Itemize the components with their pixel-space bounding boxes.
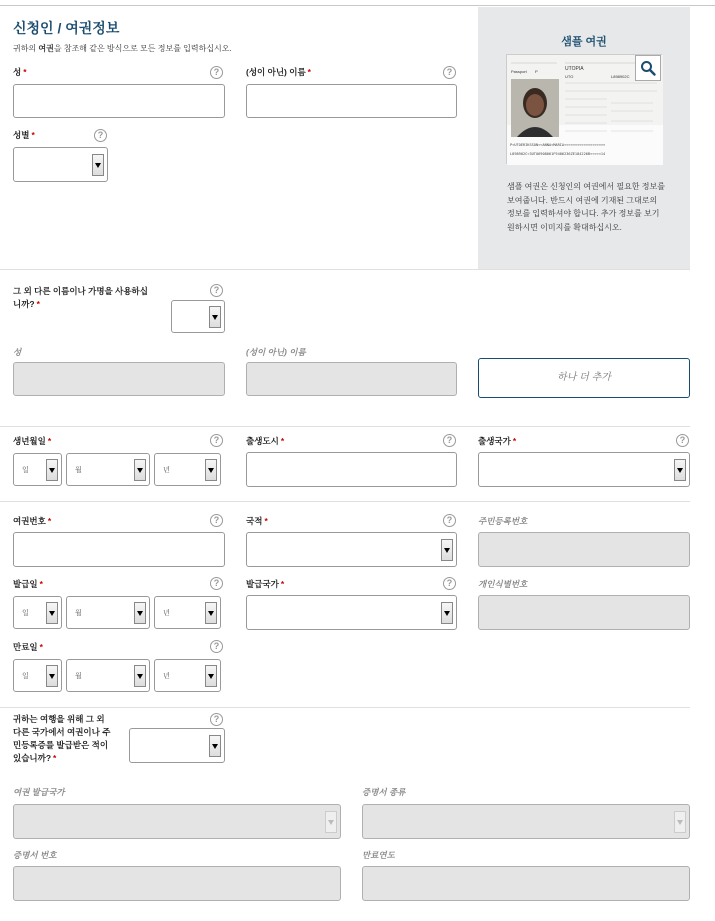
- sample-passport-image[interactable]: [506, 54, 662, 164]
- sample-passport-panel: [478, 7, 690, 269]
- intro-text: 귀하의 여권을 참조해 같은 방식으로 모든 정보를 입력하십시오.: [13, 44, 232, 53]
- national-id-label: 주민등록번호: [478, 516, 528, 526]
- given-name-help-icon[interactable]: ?: [443, 66, 456, 79]
- magnifier-icon: [636, 56, 660, 80]
- section-divider: [0, 426, 690, 427]
- chevron-down-icon: [209, 735, 221, 757]
- birth-country-help-icon[interactable]: ?: [676, 434, 689, 447]
- nationality-help-icon[interactable]: ?: [443, 514, 456, 527]
- birth-country-label: 출생국가 *: [478, 436, 517, 446]
- birth-country-select[interactable]: [478, 452, 690, 487]
- expiry-day-select[interactable]: 일: [13, 659, 62, 692]
- sample-description: 샘플 여권은 신청인의 여권에서 필요한 정보를 보여줍니다. 반드시 여권에 기재된 그대로의 정보를 입력하셔야 합니다. 추가 정보를 보기 원하시면 이미지를 확대하십시오.: [507, 182, 665, 232]
- birth-city-input[interactable]: [246, 452, 457, 487]
- other-surname-label: 성: [13, 347, 22, 357]
- chevron-down-icon: [46, 665, 58, 687]
- chevron-down-icon: [674, 811, 686, 833]
- passport-country: UTOPIA: [565, 66, 584, 72]
- passport-word: Passport: [511, 69, 527, 74]
- birth-date-label: 생년월일 *: [13, 436, 52, 446]
- personal-id-label: 개인식별번호: [478, 579, 528, 589]
- other-names-help-icon[interactable]: ?: [210, 284, 223, 297]
- nationality-label: 국적 *: [246, 516, 268, 526]
- passport-mrz-line1: P<UTOERIKSSON<<ANNA<MARIA<<<<<<<<<<<<<<<<<<<: [510, 143, 606, 147]
- passport-issue-country-select[interactable]: [13, 804, 341, 839]
- chevron-down-icon: [46, 459, 58, 481]
- birth-day-select[interactable]: 일: [13, 453, 62, 486]
- issue-year-select[interactable]: 년: [154, 596, 221, 629]
- expiry-year-select[interactable]: 년: [154, 659, 221, 692]
- expiry-date-help-icon[interactable]: ?: [210, 640, 223, 653]
- sample-title: 샘플 여권: [561, 36, 607, 48]
- chevron-down-icon: [441, 602, 453, 624]
- passport-issue-country-label: 여권 발급국가: [13, 787, 65, 797]
- birth-date-help-icon[interactable]: ?: [210, 434, 223, 447]
- issue-country-select[interactable]: [246, 595, 457, 630]
- other-names-select[interactable]: [171, 300, 225, 333]
- birth-city-label: 출생도시 *: [246, 436, 285, 446]
- chevron-down-icon: [205, 459, 217, 481]
- other-surname-input[interactable]: [13, 362, 225, 396]
- add-more-button[interactable]: 하나 더 추가: [478, 358, 690, 398]
- passport-mrz-line2: L898902C<3UTO6908061F9406236ZE184226B<<<<<14: [510, 152, 606, 156]
- other-country-select[interactable]: [129, 728, 225, 763]
- issue-day-select[interactable]: 일: [13, 596, 62, 629]
- passport-number-label: 여권번호 *: [13, 516, 52, 526]
- document-type-label: 증명서 종류: [362, 787, 406, 797]
- chevron-down-icon: [209, 306, 221, 328]
- document-type-select[interactable]: [362, 804, 690, 839]
- birth-city-help-icon[interactable]: ?: [443, 434, 456, 447]
- chevron-down-icon: [134, 459, 146, 481]
- other-given-name-label: (성이 아닌) 이름: [246, 347, 306, 357]
- issue-country-label: 발급국가 *: [246, 579, 285, 589]
- document-number-label: 증명서 번호: [13, 850, 57, 860]
- chevron-down-icon: [92, 154, 104, 176]
- birth-year-select[interactable]: 년: [154, 453, 221, 486]
- expiry-date-label: 만료일 *: [13, 642, 43, 652]
- given-name-label: (성이 아닌) 이름 *: [246, 67, 311, 77]
- passport-type: P: [535, 69, 538, 74]
- personal-id-input[interactable]: [478, 595, 690, 630]
- issue-month-select[interactable]: 월: [66, 596, 150, 629]
- chevron-down-icon: [674, 459, 686, 481]
- top-divider: [0, 5, 715, 6]
- issue-date-label: 발급일 *: [13, 579, 43, 589]
- surname-help-icon[interactable]: ?: [210, 66, 223, 79]
- page-title: 신청인 / 여권정보: [13, 20, 120, 36]
- sex-label: 성별 *: [13, 130, 35, 140]
- zoom-button[interactable]: [635, 55, 661, 81]
- section-divider: [0, 269, 690, 270]
- other-names-label: 그 외 다른 이름이나 가명을 사용하십니까? *: [13, 286, 148, 309]
- section-divider: [0, 707, 690, 708]
- issue-date-help-icon[interactable]: ?: [210, 577, 223, 590]
- expiry-year-input[interactable]: [362, 866, 690, 901]
- passport-number-help-icon[interactable]: ?: [210, 514, 223, 527]
- expiry-year-label: 만료연도: [362, 850, 395, 860]
- chevron-down-icon: [134, 602, 146, 624]
- chevron-down-icon: [325, 811, 337, 833]
- chevron-down-icon: [205, 602, 217, 624]
- chevron-down-icon: [46, 602, 58, 624]
- other-country-help-icon[interactable]: ?: [210, 713, 223, 726]
- chevron-down-icon: [205, 665, 217, 687]
- chevron-down-icon: [134, 665, 146, 687]
- other-country-question-label: 귀하는 여행을 위해 그 외 다른 국가에서 여권이나 주민등록증를 발급받은 적이 있습니까? *: [13, 714, 111, 763]
- given-name-input[interactable]: [246, 84, 457, 118]
- sex-select[interactable]: [13, 147, 108, 182]
- passport-code: UTO: [565, 74, 574, 79]
- national-id-input[interactable]: [478, 532, 690, 567]
- expiry-month-select[interactable]: 월: [66, 659, 150, 692]
- chevron-down-icon: [441, 539, 453, 561]
- sex-help-icon[interactable]: ?: [94, 129, 107, 142]
- issue-country-help-icon[interactable]: ?: [443, 577, 456, 590]
- other-given-name-input[interactable]: [246, 362, 457, 396]
- surname-input[interactable]: [13, 84, 225, 118]
- passport-number: L898902C: [611, 74, 630, 79]
- nationality-select[interactable]: [246, 532, 457, 567]
- document-number-input[interactable]: [13, 866, 341, 901]
- section-divider: [0, 501, 690, 502]
- passport-number-input[interactable]: [13, 532, 225, 567]
- birth-month-select[interactable]: 월: [66, 453, 150, 486]
- surname-label: 성 *: [13, 67, 27, 77]
